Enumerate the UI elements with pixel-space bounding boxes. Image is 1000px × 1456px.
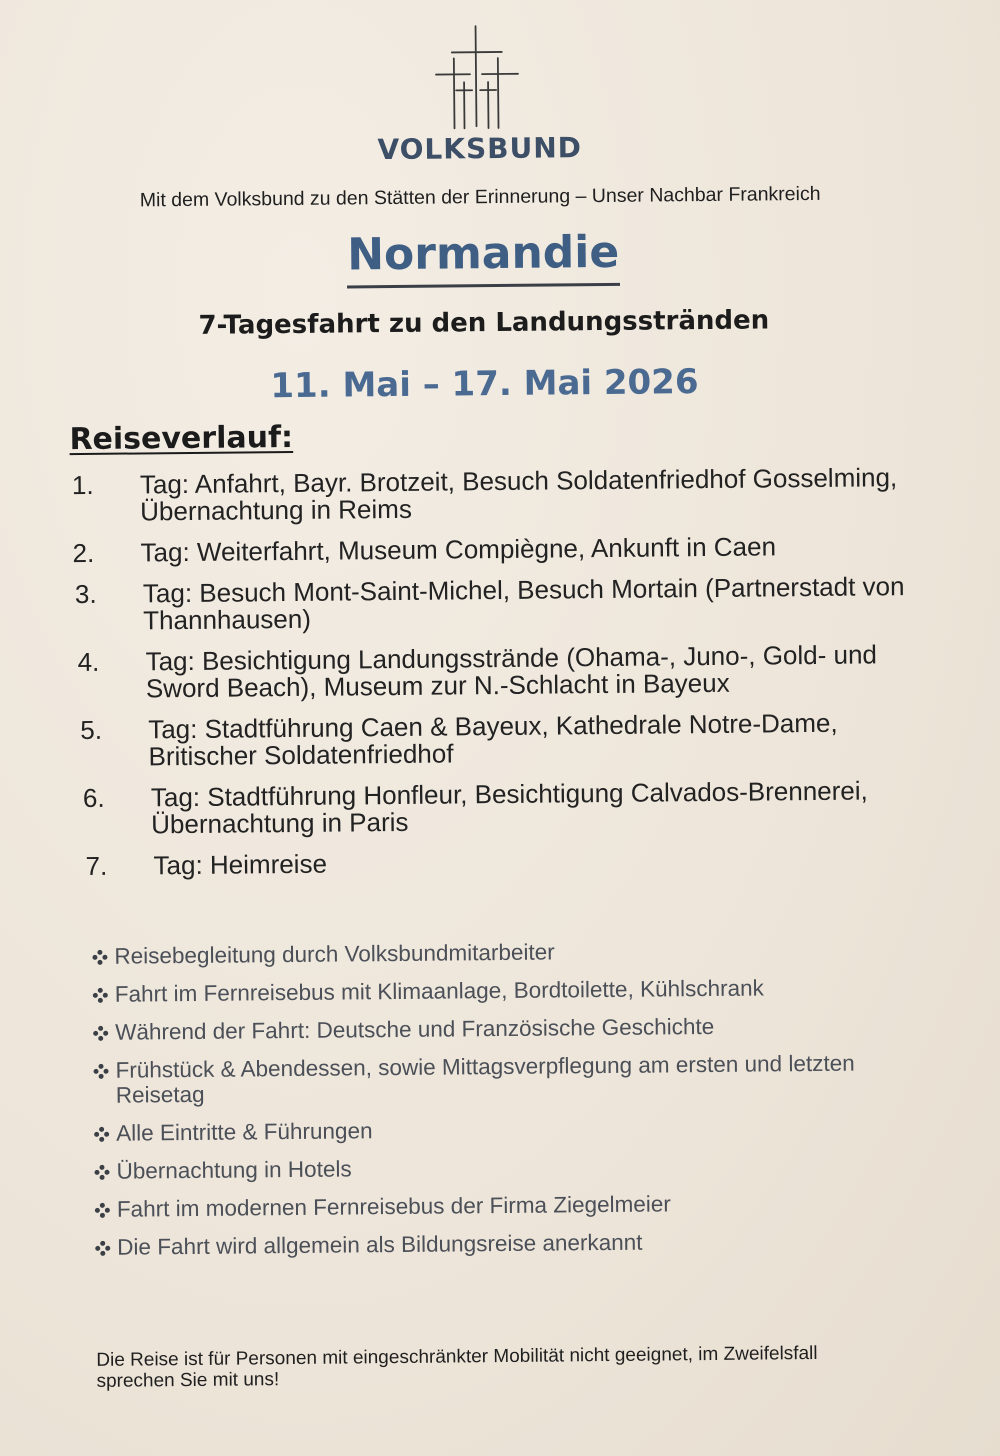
itinerary-day	[85, 845, 915, 880]
day-number: 4.	[77, 646, 100, 678]
day-description: Tag: Besuch Mont-Saint-Michel, Besuch Mortain (Partnerstadt von Thannhausen)	[142, 571, 905, 636]
feature-item	[91, 1227, 911, 1260]
feature-text: Fahrt im Fernreisebus mit Klimaanlage, Bordtoilette, Kühlschrank	[114, 975, 764, 1007]
day-number: 2.	[72, 537, 95, 569]
title-text: Normandie	[347, 225, 620, 289]
itinerary-day	[72, 464, 912, 526]
four-dot-diamond-icon	[91, 1235, 117, 1260]
crosses-icon	[431, 22, 522, 133]
four-dot-diamond-icon	[90, 1121, 116, 1146]
itinerary-day	[83, 777, 915, 839]
feature-item	[89, 1012, 909, 1045]
day-number: 1.	[71, 469, 94, 501]
tagline: Mit dem Volksbund zu den Stätten der Erinnerung – Unser Nachbar Frankreich	[139, 182, 821, 212]
page-title	[0, 221, 971, 291]
four-dot-diamond-icon	[89, 1020, 115, 1045]
feature-item	[91, 1189, 911, 1222]
feature-text: Während der Fahrt: Deutsche und Französische Geschichte	[115, 1013, 715, 1045]
itinerary-day	[80, 709, 914, 771]
four-dot-diamond-icon	[88, 944, 114, 969]
subtitle: 7-Tagesfahrt zu den Landungsstränden	[198, 305, 770, 341]
feature-item	[89, 1050, 909, 1108]
feature-item	[89, 974, 909, 1007]
four-dot-diamond-icon	[91, 1197, 117, 1222]
day-description: Tag: Weiterfahrt, Museum Compiègne, Ankunft in Caen	[140, 531, 777, 568]
day-number: 6.	[82, 782, 105, 814]
feature-item	[90, 1151, 910, 1184]
feature-text: Reisebegleitung durch Volksbundmitarbeiter	[114, 939, 555, 969]
features-list	[88, 936, 911, 1273]
feature-text: Frühstück & Abendessen, sowie Mittagsverpflegung am ersten und letzten Reisetag	[115, 1050, 855, 1108]
day-description: Tag: Heimreise	[153, 848, 328, 881]
day-number: 3.	[74, 578, 97, 610]
feature-text: Alle Eintritte & Führungen	[116, 1118, 373, 1146]
four-dot-diamond-icon	[90, 1159, 116, 1184]
day-description: Tag: Anfahrt, Bayr. Brotzeit, Besuch Soldatenfriedhof Gosselming, Übernachtung in Reims	[139, 462, 898, 527]
mobility-note: Die Reise ist für Personen mit eingeschränkter Mobilität nicht geeignet, im Zweifelsfall sprechen Sie mit uns!	[96, 1342, 818, 1392]
feature-text: Die Fahrt wird allgemein als Bildungsreise anerkannt	[117, 1229, 643, 1260]
day-description: Tag: Stadtführung Caen & Bayeux, Kathedrale Notre-Dame, Britischer Soldatenfriedhof	[148, 707, 838, 772]
itinerary-day	[75, 573, 913, 635]
travel-dates: 11. Mai – 17. Mai 2026	[270, 362, 699, 407]
day-description: Tag: Stadtführung Honfleur, Besichtigung Calvados-Brennerei, Übernachtung in Paris	[150, 775, 868, 840]
feature-item	[88, 936, 908, 969]
itinerary-day	[72, 532, 912, 567]
four-dot-diamond-icon	[89, 1058, 115, 1083]
itinerary-list	[72, 464, 916, 894]
feature-item	[90, 1113, 910, 1146]
day-number: 5.	[80, 714, 103, 746]
day-description: Tag: Besichtigung Landungsstrände (Ohama-, Juno-, Gold- und Sword Beach), Museum zur N.-Schlacht in Bayeux	[145, 639, 878, 704]
organization-name: VOLKSBUND	[377, 131, 583, 167]
day-number: 7.	[85, 850, 108, 881]
itinerary-day	[77, 641, 913, 703]
feature-text: Übernachtung in Hotels	[116, 1156, 352, 1184]
four-dot-diamond-icon	[89, 982, 115, 1007]
itinerary-heading: Reiseverlauf:	[69, 419, 294, 458]
feature-text: Fahrt im modernen Fernreisebus der Firma Ziegelmeier	[116, 1191, 671, 1222]
